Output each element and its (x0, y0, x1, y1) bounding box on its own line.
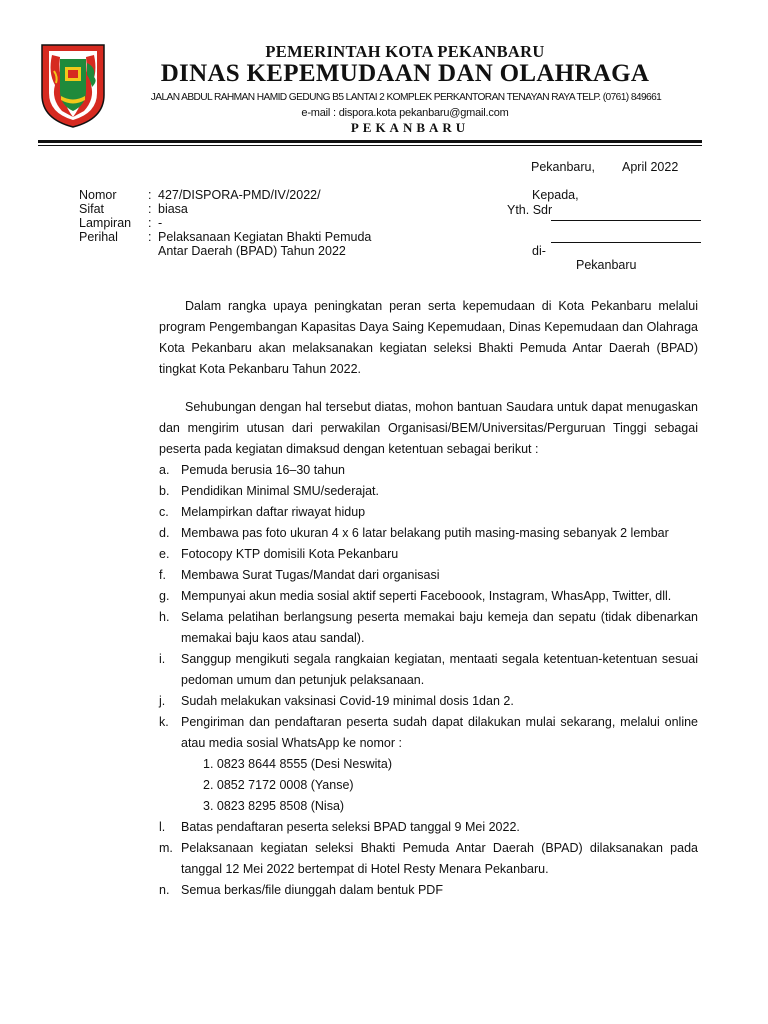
list-marker: d. (159, 526, 170, 540)
list-marker: c. (159, 505, 169, 519)
recipient-yth: Yth. Sdr (507, 203, 553, 217)
list-item-text: Batas pendaftaran peserta seleksi BPAD tanggal 9 Mei 2022. (181, 820, 520, 834)
list-item (159, 544, 698, 565)
list-item-text: Sanggup mengikuti segala rangkaian kegiatan, mentaati segala ketentuan-ketentuan sesuai pedoman umum dan petunjuk pelaksanaan. (181, 652, 698, 687)
list-item (159, 649, 698, 691)
list-marker: a. (159, 463, 170, 477)
contact-item: 1. 0823 8644 8555 (Desi Neswita) (203, 757, 393, 771)
ref-label-lampiran: Lampiran (79, 216, 132, 230)
list-marker: k. (159, 715, 169, 729)
list-item (159, 481, 698, 502)
list-item-text: Pendidikan Minimal SMU/sederajat. (181, 484, 380, 498)
list-item-text: Fotocopy KTP domisili Kota Pekanbaru (181, 547, 399, 561)
list-marker: g. (159, 589, 170, 603)
letterhead-address: JALAN ABDUL RAHMAN HAMID GEDUNG B5 LANTAI 2 KOMPLEK PERKANTORAN TENAYAN RAYA TELP. (0761) 849661 (150, 92, 662, 103)
list-item-text: Pelaksanaan kegiatan seleksi Bhakti Pemuda Antar Daerah (BPAD) dilaksanakan pada tanggal 12 Mei 2022 bertempat di Hotel Resty Menara Pekanbaru. (181, 841, 698, 876)
list-item (159, 838, 698, 880)
list-item-text: Pengiriman dan pendaftaran peserta sudah dapat dilakukan mulai sekarang, melalui online atau media sosial WhatsApp ke nomor : (181, 715, 698, 750)
letter-date: April 2022 (622, 160, 679, 174)
letterhead-government: PEMERINTAH KOTA PEKANBARU (265, 42, 545, 61)
list-item-text: Semua berkas/file diunggah dalam bentuk PDF (181, 883, 443, 897)
list-item (159, 586, 698, 607)
letterhead-rule-thin (38, 145, 702, 146)
letterhead-agency: DINAS KEPEMUDAAN DAN OLAHRAGA (160, 60, 650, 87)
list-item (159, 523, 698, 544)
recipient-name-line (551, 220, 701, 221)
list-item (159, 460, 698, 481)
list-marker: m. (159, 841, 173, 855)
list-item (159, 502, 698, 523)
recipient-di: di- (532, 244, 546, 258)
coat-of-arms-logo (38, 41, 108, 129)
list-marker: l. (159, 820, 166, 834)
list-marker: b. (159, 484, 170, 498)
list-marker: e. (159, 547, 170, 561)
letterhead-rule-thick (38, 140, 702, 143)
requirements-list (159, 460, 698, 901)
list-item (159, 691, 698, 712)
ref-value-lampiran: - (158, 216, 163, 230)
ref-value-sifat: biasa (158, 202, 188, 216)
ref-sep-lampiran: : (148, 216, 152, 230)
contact-item: 2. 0852 7172 0008 (Yanse) (203, 778, 354, 792)
recipient-city: Pekanbaru (576, 258, 637, 272)
list-item-text: Membawa pas foto ukuran 4 x 6 latar belakang putih masing-masing sebanyak 2 lembar (181, 526, 669, 540)
list-item-text: Membawa Surat Tugas/Mandat dari organisasi (181, 568, 440, 582)
recipient-kepada: Kepada, (532, 188, 579, 202)
list-item (159, 607, 698, 649)
list-marker: n. (159, 883, 170, 897)
list-marker: j. (159, 694, 166, 708)
ref-sep-nomor: : (148, 188, 152, 202)
date-city: Pekanbaru, (531, 160, 595, 174)
ref-value-perihal: Pelaksanaan Kegiatan Bhakti Pemuda (158, 230, 372, 244)
ref-label-perihal: Perihal (79, 230, 118, 244)
list-marker: h. (159, 610, 170, 624)
list-item-text: Mempunyai akun media sosial aktif seperti Faceboook, Instagram, WhasApp, Twitter, dll. (181, 589, 672, 603)
list-item-text: Selama pelatihan berlangsung peserta memakai baju kemeja dan sepatu (tidak dibenarkan memakai baju kaos atau sandal). (181, 610, 698, 645)
list-item (159, 565, 698, 586)
list-item (159, 712, 698, 817)
list-marker: i. (159, 652, 166, 666)
ref-label-sifat: Sifat (79, 202, 105, 216)
body-paragraph-1: Dalam rangka upaya peningkatan peran serta kepemudaan di Kota Pekanbaru melalui program Pengembangan Kapasitas Daya Saing Kepemudaan, Dinas Kepemudaan dan Olahraga Kota Pekanbaru akan melaksanakan kegiatan seleksi Bhakti Pemuda Antar Daerah (BPAD) tingkat Kota Pekanbaru Tahun 2022. (159, 299, 698, 376)
recipient-name-line-2 (551, 242, 701, 243)
contact-list (181, 754, 698, 817)
list-marker: f. (159, 568, 166, 582)
contact-item: 3. 0823 8295 8508 (Nisa) (203, 799, 345, 813)
ref-label-nomor: Nomor (79, 188, 117, 202)
ref-sep-sifat: : (148, 202, 152, 216)
ref-sep-perihal: : (148, 230, 152, 244)
letterhead-city: PEKANBARU (350, 120, 470, 135)
list-item (159, 880, 698, 901)
list-item-text: Melampirkan daftar riwayat hidup (181, 505, 366, 519)
list-item-text: Pemuda berusia 16–30 tahun (181, 463, 346, 477)
body-paragraph-2: Sehubungan dengan hal tersebut diatas, mohon bantuan Saudara untuk dapat menugaskan dan mengirim utusan dari perwakilan Organisasi/BEM/Universitas/Perguruan Tinggi sebagai peserta pada kegiatan dimaksud dengan ketentuan sebagai berikut : (159, 400, 698, 456)
ref-value-nomor: 427/DISPORA-PMD/IV/2022/ (158, 188, 321, 202)
letterhead-email: e-mail : dispora.kota pekanbaru@gmail.com (301, 107, 509, 119)
ref-value-perihal-line2: Antar Daerah (BPAD) Tahun 2022 (158, 244, 346, 258)
list-item-text: Sudah melakukan vaksinasi Covid-19 minimal dosis 1dan 2. (181, 694, 514, 708)
list-item (159, 817, 698, 838)
